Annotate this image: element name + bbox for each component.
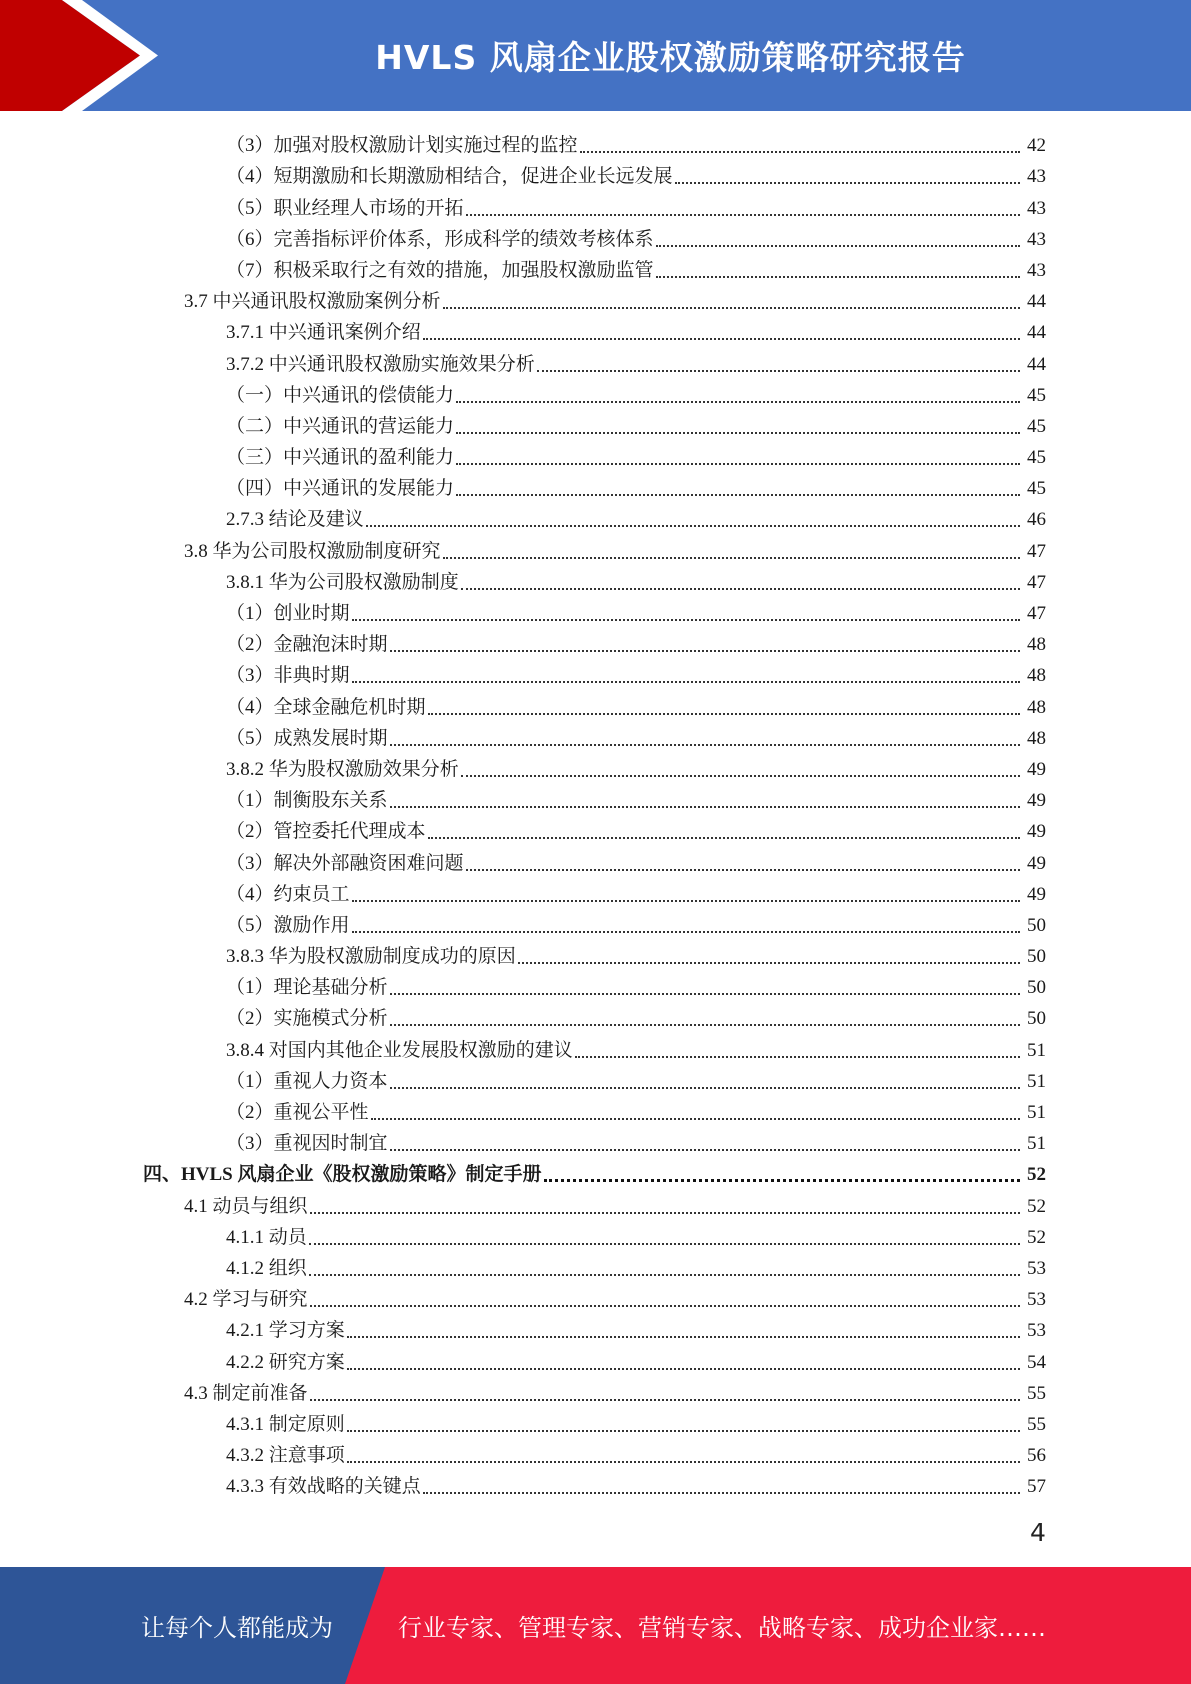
- toc-entry-title: 四、HVLS 风扇企业《股权激励策略》制定手册: [143, 1164, 542, 1186]
- toc-leader-dots: [352, 619, 1020, 621]
- toc-entry[interactable]: [0, 969, 1046, 1000]
- toc-entry-title: （5）成熟发展时期: [226, 727, 388, 749]
- toc-entry[interactable]: [0, 782, 1046, 813]
- toc-entry-title: （3）非典时期: [226, 665, 350, 687]
- toc-entry-title: （四）中兴通讯的发展能力: [226, 478, 455, 500]
- toc-leader-dots: [518, 962, 1020, 964]
- toc-entry-title: （1）创业时期: [226, 603, 350, 624]
- toc-entry-title: （7）积极采取行之有效的措施，加强股权激励监管: [226, 259, 654, 281]
- toc-entry-page: 52: [1027, 1195, 1046, 1217]
- report-title: HVLS 风扇企业股权激励策略研究报告: [375, 38, 966, 77]
- toc-leader-dots: [390, 744, 1020, 746]
- toc-entry[interactable]: [0, 1125, 1046, 1156]
- toc-entry-title: （4）全球金融危机时期: [226, 696, 426, 718]
- toc-entry-title: 3.8 华为公司股权激励制度研究: [184, 540, 441, 562]
- toc-entry-title: 4.2.2 研究方案: [226, 1351, 345, 1373]
- toc-leader-dots: [675, 182, 1020, 184]
- toc-entry-title: 3.7.2 中兴通讯股权激励实施效果分析: [226, 353, 535, 375]
- toc-entry-page: 45: [1027, 384, 1046, 406]
- toc-entry[interactable]: [0, 1000, 1046, 1031]
- toc-entry[interactable]: [0, 1250, 1046, 1281]
- toc-entry-page: 53: [1027, 1257, 1046, 1279]
- table-of-contents: [0, 127, 1191, 1499]
- toc-entry-page: 44: [1027, 291, 1046, 313]
- toc-leader-dots: [423, 1492, 1020, 1494]
- toc-entry[interactable]: [0, 127, 1046, 158]
- toc-entry[interactable]: [0, 221, 1046, 252]
- toc-entry-page: 45: [1027, 447, 1046, 469]
- toc-entry-page: 53: [1027, 1320, 1046, 1342]
- toc-leader-dots: [309, 1243, 1020, 1245]
- toc-entry-title: （1）制衡股东关系: [226, 790, 388, 812]
- toc-entry[interactable]: [0, 844, 1046, 875]
- toc-entry[interactable]: [0, 158, 1046, 189]
- toc-entry[interactable]: [0, 1406, 1046, 1437]
- toc-entry-page: 51: [1027, 1102, 1046, 1123]
- toc-entry[interactable]: [0, 688, 1046, 719]
- toc-entry-page: 50: [1027, 914, 1046, 936]
- toc-entry[interactable]: [0, 1063, 1046, 1094]
- toc-entry[interactable]: [0, 1094, 1046, 1125]
- toc-leader-dots: [466, 869, 1020, 871]
- toc-entry[interactable]: [0, 1437, 1046, 1468]
- toc-leader-dots: [443, 307, 1020, 309]
- page-number: 4: [1030, 1518, 1046, 1547]
- toc-leader-dots: [390, 650, 1020, 652]
- toc-entry-title: 4.2.1 学习方案: [226, 1320, 345, 1342]
- toc-leader-dots: [537, 370, 1020, 372]
- page-footer: [0, 1567, 1191, 1684]
- toc-entry[interactable]: [0, 345, 1046, 376]
- toc-leader-dots: [443, 557, 1020, 559]
- toc-entry-page: 50: [1027, 1008, 1046, 1030]
- toc-entry-page: 51: [1027, 1070, 1046, 1092]
- toc-entry-title: （4）约束员工: [226, 883, 350, 905]
- toc-leader-dots: [352, 900, 1020, 902]
- toc-entry-page: 49: [1027, 821, 1046, 843]
- toc-leader-dots: [310, 1305, 1020, 1307]
- toc-entry[interactable]: [0, 751, 1046, 782]
- toc-leader-dots: [456, 494, 1020, 496]
- toc-entry-page: 46: [1027, 509, 1046, 531]
- toc-entry-page: 48: [1027, 696, 1046, 718]
- toc-entry[interactable]: [0, 532, 1046, 563]
- toc-entry-page: 44: [1027, 322, 1046, 344]
- toc-leader-dots: [390, 1024, 1020, 1026]
- toc-entry-title: 3.8.4 对国内其他企业发展股权激励的建议: [226, 1039, 573, 1061]
- toc-leader-dots: [309, 1274, 1020, 1276]
- toc-entry[interactable]: [0, 938, 1046, 969]
- footer-slogan-left: 让每个人都能成为: [141, 1614, 333, 1642]
- toc-entry-title: （3）重视因时制宜: [226, 1133, 388, 1155]
- toc-entry-page: 45: [1027, 415, 1046, 437]
- toc-leader-dots: [423, 338, 1020, 340]
- toc-entry-title: 2.7.3 结论及建议: [226, 509, 364, 531]
- toc-entry-title: （3）加强对股权激励计划实施过程的监控: [226, 135, 578, 157]
- toc-entry[interactable]: [0, 501, 1046, 532]
- toc-entry-title: （3）解决外部融资困难问题: [226, 852, 464, 874]
- toc-entry[interactable]: [0, 408, 1046, 439]
- toc-entry-title: （一）中兴通讯的偿债能力: [226, 384, 455, 406]
- toc-entry-title: 4.2 学习与研究: [184, 1289, 308, 1311]
- toc-entry-title: 3.7 中兴通讯股权激励案例分析: [184, 291, 441, 313]
- toc-entry-page: 45: [1027, 478, 1046, 500]
- toc-entry-page: 48: [1027, 634, 1046, 656]
- toc-entry[interactable]: [0, 439, 1046, 470]
- toc-leader-dots: [352, 681, 1020, 683]
- toc-entry-title: 4.3.1 制定原则: [226, 1413, 345, 1435]
- toc-entry-title: （5）激励作用: [226, 914, 350, 936]
- toc-entry-page: 57: [1027, 1476, 1046, 1498]
- toc-leader-dots: [656, 245, 1020, 247]
- toc-entry-page: 53: [1027, 1289, 1046, 1311]
- toc-entry[interactable]: [0, 1156, 1046, 1187]
- toc-entry[interactable]: [0, 720, 1046, 751]
- toc-entry-page: 49: [1027, 883, 1046, 905]
- toc-entry-title: 4.1.1 动员: [226, 1226, 307, 1248]
- toc-entry[interactable]: [0, 1312, 1046, 1343]
- toc-entry-title: （2）金融泡沫时期: [226, 634, 388, 656]
- toc-entry-title: （6）完善指标评价体系，形成科学的绩效考核体系: [226, 228, 654, 250]
- toc-entry-page: 55: [1027, 1382, 1046, 1404]
- toc-entry[interactable]: [0, 314, 1046, 345]
- toc-entry[interactable]: [0, 1343, 1046, 1374]
- toc-entry-title: （1）重视人力资本: [226, 1070, 388, 1092]
- toc-entry[interactable]: [0, 595, 1046, 626]
- toc-entry-title: （2）实施模式分析: [226, 1008, 388, 1030]
- toc-leader-dots: [580, 151, 1020, 153]
- toc-entry[interactable]: [0, 1281, 1046, 1312]
- toc-leader-dots: [347, 1336, 1020, 1338]
- toc-entry-title: 4.3.2 注意事项: [226, 1445, 345, 1467]
- toc-entry-page: 43: [1027, 166, 1046, 188]
- toc-leader-dots: [390, 806, 1020, 808]
- toc-entry[interactable]: [0, 377, 1046, 408]
- toc-entry-page: 54: [1027, 1351, 1046, 1373]
- toc-entry[interactable]: [0, 1375, 1046, 1406]
- toc-leader-dots: [656, 276, 1020, 278]
- toc-entry[interactable]: [0, 189, 1046, 220]
- toc-entry[interactable]: [0, 283, 1046, 314]
- toc-entry-page: 51: [1027, 1039, 1046, 1061]
- toc-entry-title: （三）中兴通讯的盈利能力: [226, 447, 455, 469]
- toc-entry-page: 56: [1027, 1445, 1046, 1467]
- toc-entry[interactable]: [0, 657, 1046, 688]
- footer-slogan-right: 行业专家、管理专家、营销专家、战略专家、成功企业家……: [398, 1614, 1046, 1642]
- toc-entry-page: 42: [1027, 135, 1046, 157]
- toc-leader-dots: [310, 1399, 1020, 1401]
- toc-entry[interactable]: [0, 626, 1046, 657]
- toc-leader-dots: [390, 1087, 1020, 1089]
- toc-leader-dots: [390, 993, 1020, 995]
- toc-entry[interactable]: [0, 1031, 1046, 1062]
- toc-entry[interactable]: [0, 1468, 1046, 1499]
- toc-entry-page: 44: [1027, 353, 1046, 375]
- toc-entry-page: 50: [1027, 946, 1046, 968]
- toc-entry[interactable]: [0, 1187, 1046, 1218]
- toc-entry-page: 47: [1027, 540, 1046, 562]
- toc-entry-page: 55: [1027, 1413, 1046, 1435]
- toc-entry-title: 4.1.2 组织: [226, 1257, 307, 1279]
- toc-entry-title: 4.1 动员与组织: [184, 1195, 308, 1217]
- toc-entry[interactable]: [0, 876, 1046, 907]
- toc-leader-dots: [461, 588, 1020, 590]
- toc-leader-dots: [456, 401, 1020, 403]
- toc-leader-dots: [575, 1056, 1020, 1058]
- toc-entry[interactable]: [0, 564, 1046, 595]
- toc-entry-page: 52: [1027, 1226, 1046, 1248]
- toc-leader-dots: [371, 1118, 1020, 1120]
- toc-leader-dots: [352, 931, 1020, 933]
- toc-entry-page: 49: [1027, 758, 1046, 780]
- toc-leader-dots: [456, 463, 1020, 465]
- toc-leader-dots: [347, 1368, 1020, 1370]
- toc-entry-page: 47: [1027, 571, 1046, 593]
- toc-entry-page: 51: [1027, 1133, 1046, 1155]
- toc-leader-dots: [428, 837, 1020, 839]
- toc-entry-title: （二）中兴通讯的营运能力: [226, 415, 455, 437]
- toc-entry-page: 52: [1027, 1164, 1046, 1186]
- toc-entry-page: 49: [1027, 852, 1046, 874]
- toc-entry[interactable]: [0, 1219, 1046, 1250]
- toc-entry-page: 43: [1027, 228, 1046, 250]
- toc-entry-title: （5）职业经理人市场的开拓: [226, 197, 464, 219]
- toc-entry-title: （2）重视公平性: [226, 1102, 369, 1123]
- toc-leader-dots: [466, 214, 1020, 216]
- toc-entry-title: （2）管控委托代理成本: [226, 821, 426, 843]
- header-arrow-decoration: [0, 0, 160, 111]
- toc-entry-title: 3.7.1 中兴通讯案例介绍: [226, 322, 421, 344]
- toc-leader-dots: [347, 1430, 1020, 1432]
- toc-entry-page: 47: [1027, 603, 1046, 624]
- toc-entry-title: 3.8.3 华为股权激励制度成功的原因: [226, 946, 516, 968]
- toc-entry-page: 43: [1027, 259, 1046, 281]
- toc-entry-title: 3.8.1 华为公司股权激励制度: [226, 571, 459, 593]
- toc-entry-page: 48: [1027, 727, 1046, 749]
- toc-entry-page: 48: [1027, 665, 1046, 687]
- toc-leader-dots: [544, 1179, 1021, 1182]
- toc-entry[interactable]: [0, 907, 1046, 938]
- toc-leader-dots: [456, 432, 1020, 434]
- toc-entry[interactable]: [0, 470, 1046, 501]
- toc-leader-dots: [428, 713, 1020, 715]
- toc-leader-dots: [461, 775, 1020, 777]
- toc-entry[interactable]: [0, 252, 1046, 283]
- toc-entry-title: （4）短期激励和长期激励相结合，促进企业长远发展: [226, 166, 673, 188]
- toc-entry-title: （1）理论基础分析: [226, 977, 388, 999]
- toc-leader-dots: [347, 1461, 1020, 1463]
- toc-entry-title: 4.3 制定前准备: [184, 1382, 308, 1404]
- toc-entry-title: 4.3.3 有效战略的关键点: [226, 1476, 421, 1498]
- toc-leader-dots: [390, 1149, 1020, 1151]
- toc-entry-page: 49: [1027, 790, 1046, 812]
- toc-leader-dots: [310, 1212, 1020, 1214]
- toc-entry-title: 3.8.2 华为股权激励效果分析: [226, 758, 459, 780]
- toc-entry[interactable]: [0, 813, 1046, 844]
- toc-entry-page: 50: [1027, 977, 1046, 999]
- page-header: [0, 0, 1191, 111]
- toc-entry-page: 43: [1027, 197, 1046, 219]
- toc-leader-dots: [366, 525, 1020, 527]
